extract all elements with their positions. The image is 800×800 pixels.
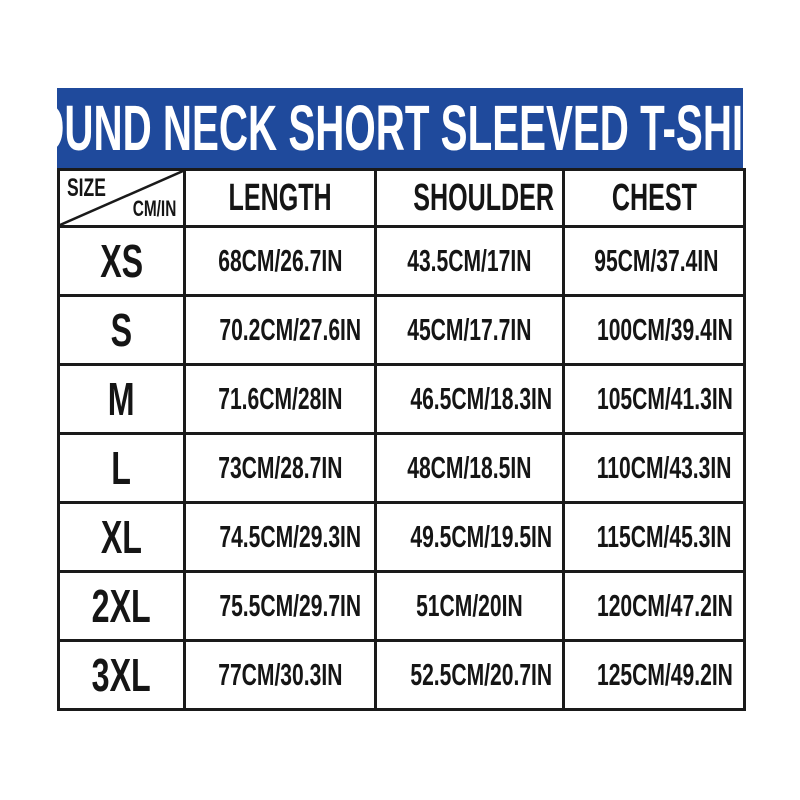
size-cell: 3XL — [59, 641, 185, 710]
size-cell: M — [59, 365, 185, 434]
title-banner — [3, 88, 797, 168]
chest-cell: 105CM/41.3IN — [564, 365, 745, 434]
chest-cell: 100CM/39.4IN — [564, 296, 745, 365]
page-title: ROUND NECK SHORT SLEEVED T-SHIRT — [3, 92, 797, 164]
table-row-xs — [59, 227, 745, 296]
table-header-row — [59, 170, 745, 227]
shoulder-cell: 45CM/17.7IN — [376, 296, 564, 365]
shoulder-cell: 52.5CM/20.7IN — [376, 641, 564, 710]
table-row-s — [59, 296, 745, 365]
chest-cell: 125CM/49.2IN — [564, 641, 745, 710]
table-row-m — [59, 365, 745, 434]
length-cell: 70.2CM/27.6IN — [185, 296, 376, 365]
size-cell: 2XL — [59, 572, 185, 641]
size-cell: XL — [59, 503, 185, 572]
chest-cell: 95CM/37.4IN — [564, 227, 745, 296]
column-header-chest: CHEST — [564, 170, 745, 227]
chest-cell: 115CM/45.3IN — [564, 503, 745, 572]
size-cell: S — [59, 296, 185, 365]
length-cell: 77CM/30.3IN — [185, 641, 376, 710]
length-cell: 74.5CM/29.3IN — [185, 503, 376, 572]
length-cell: 75.5CM/29.7IN — [185, 572, 376, 641]
length-cell: 73CM/28.7IN — [185, 434, 376, 503]
shoulder-cell: 46.5CM/18.3IN — [376, 365, 564, 434]
length-cell: 71.6CM/28IN — [185, 365, 376, 434]
size-cell: XS — [59, 227, 185, 296]
table-row-3xl — [59, 641, 745, 710]
shoulder-cell: 48CM/18.5IN — [376, 434, 564, 503]
shoulder-cell: 51CM/20IN — [376, 572, 564, 641]
chest-cell: 120CM/47.2IN — [564, 572, 745, 641]
size-corner-cell — [59, 170, 185, 227]
table-row-2xl — [59, 572, 745, 641]
shoulder-cell: 49.5CM/19.5IN — [376, 503, 564, 572]
table-row-xl — [59, 503, 745, 572]
column-header-shoulder: SHOULDER — [376, 170, 564, 227]
corner-size-label: SIZE — [67, 174, 106, 202]
size-cell: L — [59, 434, 185, 503]
chest-cell: 110CM/43.3IN — [564, 434, 745, 503]
size-table — [57, 168, 746, 711]
shoulder-cell: 43.5CM/17IN — [376, 227, 564, 296]
corner-unit-label: CM/IN — [132, 196, 176, 221]
table-row-l — [59, 434, 745, 503]
length-cell: 68CM/26.7IN — [185, 227, 376, 296]
column-header-length: LENGTH — [185, 170, 376, 227]
